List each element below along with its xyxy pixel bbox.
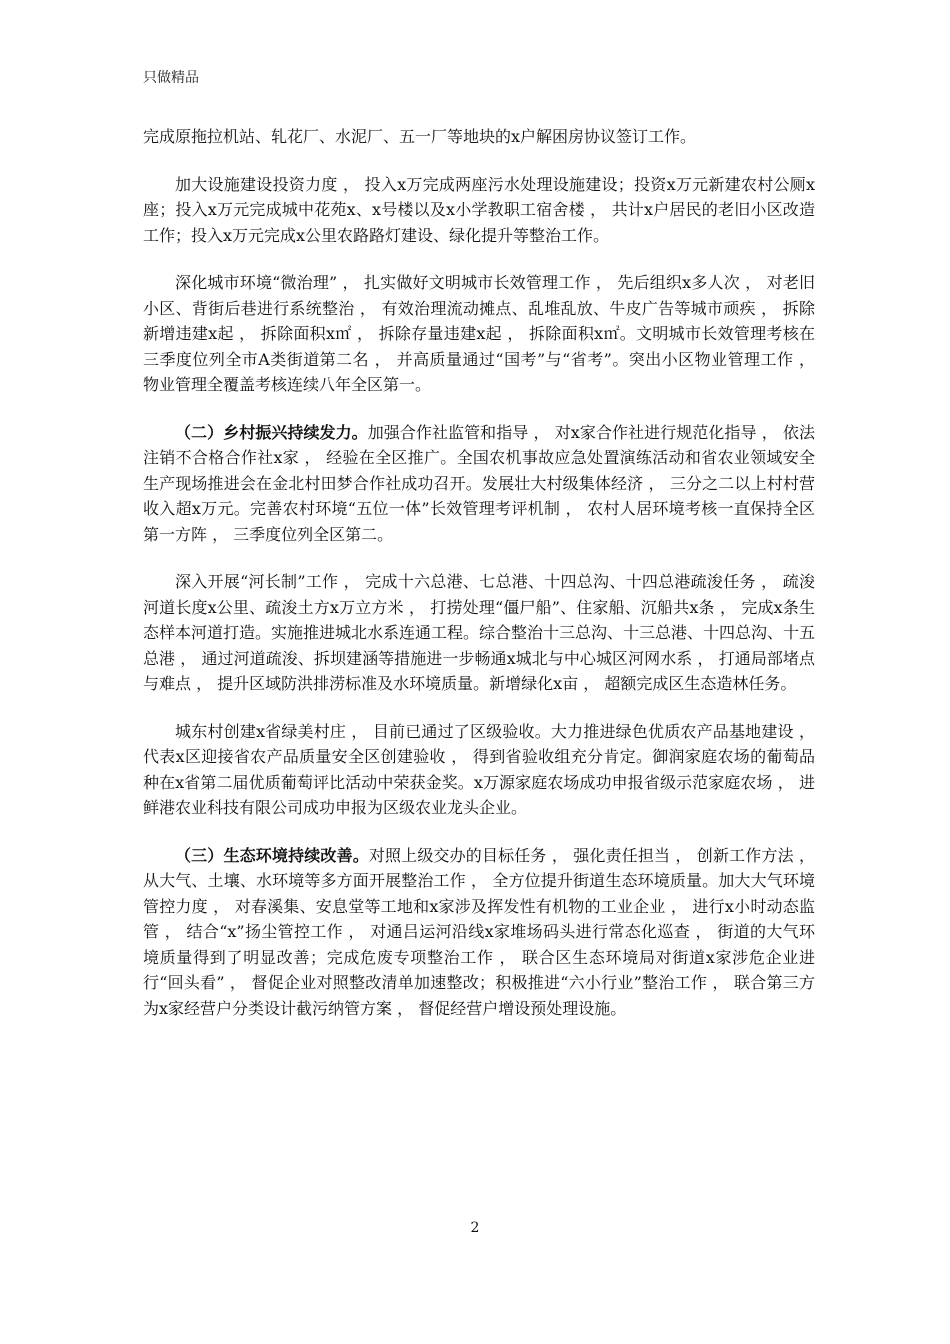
paragraph bbox=[143, 172, 815, 249]
paragraph bbox=[143, 270, 815, 398]
paragraph bbox=[143, 719, 815, 821]
section-heading: （三）生态环境持续改善。 bbox=[175, 845, 369, 865]
paragraph bbox=[143, 124, 815, 150]
page-number: 2 bbox=[470, 1220, 480, 1236]
paragraph-text: 完成原拖拉机站、轧花厂、水泥厂、五一厂等地块的x户解困房协议签订工作。 bbox=[143, 127, 697, 146]
paragraph-text: 城东村创建x省绿美村庄 ， 目前已通过了区级验收。大力推进绿色优质农产品基地建设 ， 代表x区迎接省农产品质量安全区创建验收 ， 得到省验收组充分肯定。御润家庭农场的葡萄品种在x省第二届优质葡萄评比活动中荣获金奖。x万源家庭农场成功申报省级示范家庭农场 ， 进鲜港农业科技有限公司成功申报为区级农业龙头企业。 bbox=[143, 721, 815, 817]
paragraph-text: 加大设施建设投资力度 ， 投入x万完成两座污水处理设施建设；投资x万元新建农村公厕x座；投入x万元完成城中花苑x、x号楼以及x小学教职工宿舍楼 ， 共计x户居民的老旧小区改造工作；投入x万元完成x公里农路路灯建设、绿化提升等整治工作。 bbox=[143, 174, 815, 245]
paragraph bbox=[143, 843, 815, 1022]
section-heading: （二）乡村振兴持续发力。 bbox=[175, 422, 368, 442]
paragraph-text: 加强合作社监管和指导 ， 对x家合作社进行规范化指导 ， 依法注销不合格合作社x家 ， 经验在全区推广。全国农机事故应急处置演练活动和省农业领域安全生产现场推进会在金北村田梦合作社成功召开。发展壮大村级集体经济 ， 三分之二以上村村营收入超x万元。完善农村环境“五位一体”长效管理考评机制 ， 农村人居环境考核一直保持全区第一方阵 ， 三季度位列全区第二。 bbox=[143, 422, 815, 544]
paragraph bbox=[143, 569, 815, 697]
document-body bbox=[143, 124, 815, 1043]
paragraph-text: 深入开展“河长制”工作 ， 完成十六总港、七总港、十四总沟、十四总港疏浚任务 ， 疏浚河道长度x公里、疏浚土方x万立方米 ， 打捞处理“僵尸船”、住家船、沉船共x条 ， 完成x条生态样本河道打造。实施推进城北水系连通工程。综合整治十三总沟、十三总港、十四总沟、十五总港 ， 通过河道疏浚、拆坝建涵等措施进一步畅通x城北与中心城区河网水系 ， 打通局部堵点与难点 ， 提升区域防洪排涝标准及水环境质量。新增绿化x亩 ， 超额完成区生态造林任务。 bbox=[143, 572, 816, 693]
page-header: 只做精品 bbox=[143, 70, 199, 86]
paragraph bbox=[143, 420, 815, 548]
paragraph-text: 深化城市环境“微治理” ， 扎实做好文明城市长效管理工作 ， 先后组织x多人次 ， 对老旧小区、背街后巷进行系统整治 ， 有效治理流动摊点、乱堆乱放、牛皮广告等城市顽疾 ， 拆除新增违建x起 ， 拆除面积x㎡ ， 拆除存量违建x起 ， 拆除面积x㎡。文明城市长效管理考核在三季度位列全市A类街道第二名 ， 并高质量通过“国考”与“省考”。突出小区物业管理工作 ， 物业管理全覆盖考核连续八年全区第一。 bbox=[143, 273, 815, 394]
paragraph-text: 对照上级交办的目标任务 ， 强化责任担当 ， 创新工作方法 ， 从大气、土壤、水环境等多方面开展整治工作 ， 全方位提升街道生态环境质量。加大大气环境管控力度 ， 对春溪集、安息堂等工地和x家涉及挥发性有机物的工业企业 ， 进行x小时动态监管 ， 结合“x”扬尘管控工作 ， 对通吕运河沿线x家堆场码头进行常态化巡查 ， 街道的大气环境质量得到了明显改善；完成危废专项整治工作 ， 联合区生态环境局对街道x家涉危企业进行“回头看” ， 督促企业对照整改清单加速整改；积极推进“六小行业”整治工作 ， 联合第三方为x家经营户分类设计截污纳管方案 ， 督促经营户增设预处理设施。 bbox=[143, 845, 815, 1018]
